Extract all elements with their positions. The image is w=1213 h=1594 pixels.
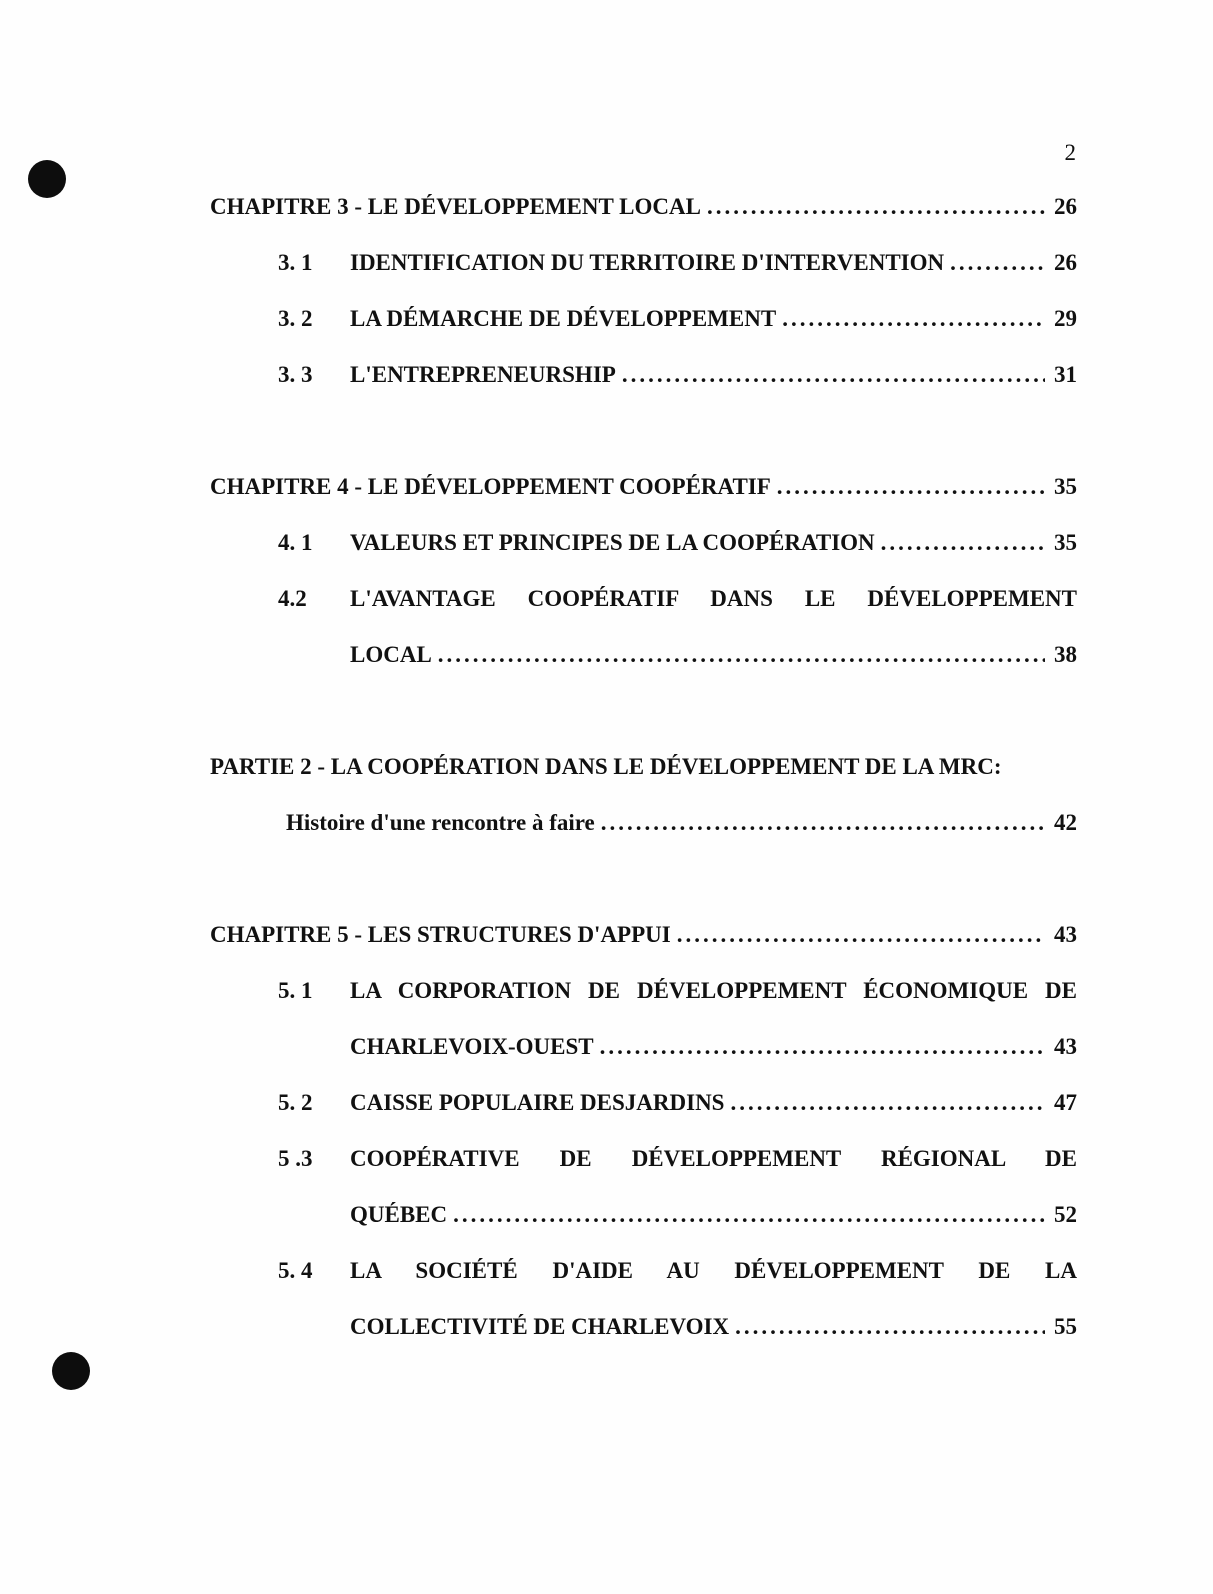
toc-entry-number: 5. 2 [278,1090,313,1115]
toc-entry-label: VALEURS ET PRINCIPES DE LA COOPÉRATION [350,530,875,555]
toc-entry-number: 5. 1 [278,978,313,1003]
toc-entry-label: CHAPITRE 5 - LES STRUCTURES D'APPUI [210,922,671,947]
toc-entry-label: LOCAL [350,642,432,667]
toc-entry-page: 42 [1054,810,1077,835]
toc-entry-4-2-line1[interactable]: L'AVANTAGE COOPÉRATIF DANS LE DÉVELOPPEMENT [350,586,1077,611]
toc-entry-5-2[interactable] [350,1088,1077,1118]
toc-entry-label: PARTIE 2 - LA COOPÉRATION DANS LE DÉVELOPPEMENT DE LA MRC: [210,754,1002,779]
toc-entry-partie-2-heading[interactable] [210,752,1077,782]
toc-entry-5-4-line1[interactable]: LA SOCIÉTÉ D'AIDE AU DÉVELOPPEMENT DE LA [350,1258,1077,1283]
toc-entry-label: COLLECTIVITÉ DE CHARLEVOIX [350,1314,730,1339]
toc-entry-page: 26 [1054,194,1077,219]
toc-leader-dots [622,360,1045,390]
toc-entry-label: CAISSE POPULAIRE DESJARDINS [350,1090,725,1115]
toc-entry-page: 35 [1054,474,1077,499]
toc-entry-5-1[interactable] [350,1032,1077,1062]
toc-entry-chapitre-5[interactable] [210,920,1077,950]
toc-entry-label: Histoire d'une rencontre à faire [286,810,595,835]
toc-entry-5-3[interactable] [350,1200,1077,1230]
toc-entry-label: CHAPITRE 3 - LE DÉVELOPPEMENT LOCAL [210,194,701,219]
toc-leader-dots [677,920,1045,950]
toc-entry-4-2[interactable] [350,640,1077,670]
toc-leader-dots [600,1032,1045,1062]
toc-entry-number: 4.2 [278,586,307,611]
toc-entry-number: 3. 3 [278,362,313,387]
toc-entry-5-3-line1[interactable]: COOPÉRATIVE DE DÉVELOPPEMENT RÉGIONAL DE [350,1146,1077,1171]
toc-entry-page: 38 [1054,642,1077,667]
toc-leader-dots [950,248,1045,278]
toc-entry-page: 35 [1054,530,1077,555]
toc-entry-number: 5. 4 [278,1258,313,1283]
toc-leader-dots [707,192,1045,222]
toc-leader-dots [453,1200,1045,1230]
toc-entry-label: QUÉBEC [350,1202,448,1227]
toc-leader-dots [438,640,1045,670]
toc-entry-number: 4. 1 [278,530,313,555]
toc-entry-number: 3. 2 [278,306,313,331]
toc-entry-3-2[interactable] [350,304,1077,334]
toc-entry-4-1[interactable] [350,528,1077,558]
toc-leader-dots [730,1088,1045,1118]
toc-entry-number: 5 .3 [278,1146,313,1171]
toc-entry-page: 26 [1054,250,1077,275]
toc-entry-label: IDENTIFICATION DU TERRITOIRE D'INTERVENTION [350,250,945,275]
toc-entry-label: CHARLEVOIX-OUEST [350,1034,594,1059]
page-number: 2 [1064,140,1076,165]
toc-entry-3-1[interactable] [350,248,1077,278]
toc-entry-chapitre-4[interactable] [210,472,1077,502]
toc-leader-dots [881,528,1045,558]
toc-entry-label: CHAPITRE 4 - LE DÉVELOPPEMENT COOPÉRATIF [210,474,771,499]
binder-hole-bottom [52,1352,90,1390]
toc-entry-page: 43 [1054,1034,1077,1059]
toc-entry-chapitre-3[interactable] [210,192,1077,222]
toc-entry-page: 47 [1054,1090,1077,1115]
toc-entry-3-3[interactable] [350,360,1077,390]
toc-entry-partie-2[interactable] [286,808,1077,838]
toc-entry-label: L'ENTREPRENEURSHIP [350,362,616,387]
toc-entry-page: 29 [1054,306,1077,331]
toc-leader-dots [735,1312,1045,1342]
toc-entry-page: 52 [1054,1202,1077,1227]
toc-entry-label: LA DÉMARCHE DE DÉVELOPPEMENT [350,306,777,331]
toc-leader-dots [601,808,1045,838]
toc-entry-5-1-line1[interactable]: LA CORPORATION DE DÉVELOPPEMENT ÉCONOMIQUE DE [350,978,1077,1003]
toc-leader-dots [777,472,1045,502]
binder-hole-top [28,160,66,198]
toc-leader-dots [782,304,1045,334]
toc-entry-page: 43 [1054,922,1077,947]
toc-entry-5-4[interactable] [350,1312,1077,1342]
toc-entry-number: 3. 1 [278,250,313,275]
toc-entry-page: 55 [1054,1314,1077,1339]
toc-entry-page: 31 [1054,362,1077,387]
